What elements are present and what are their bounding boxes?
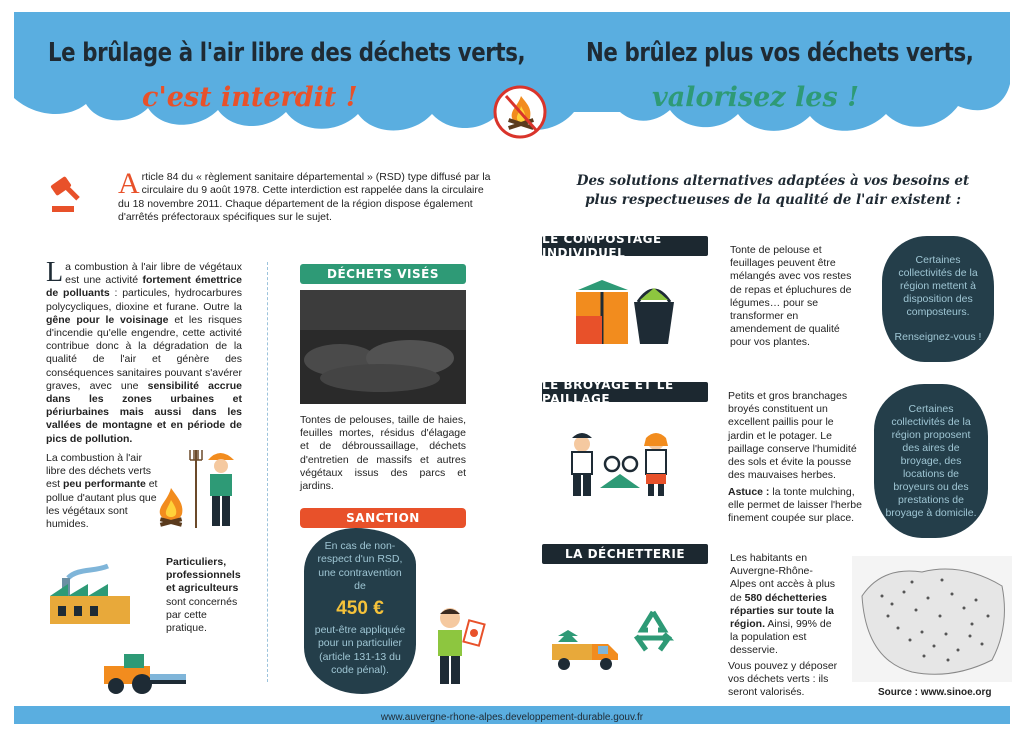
compost-blob-cta: Renseignez-vous ! — [894, 331, 982, 343]
sanction-amount: 450 € — [336, 598, 384, 619]
map-source: Source : www.sinoe.org — [878, 687, 992, 698]
gavel-icon — [46, 176, 88, 216]
sanction-line1: En cas de non-respect d'un RSD, une contravention de — [317, 540, 403, 593]
combustion-text: La combustion à l'air libre de végétaux est une activité fortement émettrice de polluants : particules, hydrocarbures polycycliques, dioxine et furane. Outre la gêne pour le voisinage et les risques d'incendie qu'elle engendre, cette activité contribue donc à la dégradation de la qualité de l'air et génère des conséquences sanitaires pouvant s'avérer graves, avec une sensibilité accrue dans les zones urbaines et périurbaines mais aussi dans les vallées de montagne et en période de pics de pollution. — [46, 257, 242, 445]
intro-text: Article 84 du « règlement sanitaire départemental » (RSD) type diffusé par la circulaire du 9 août 1978. Cette interdiction est rappelée dans la circulaire du 18 novembre 2011. Chaque département de la région dispose également d'arrêtés préfectoraux spécifiques sur le sujet. — [118, 167, 491, 224]
decheterie-text-2: Vous pouvez y déposer vos déchets verts : ils seront valorisés. — [728, 660, 838, 699]
compost-text: Tonte de pelouse et feuillages peuvent être mélangés avec vos restes de repas et épluchures de légumes… pour se transformer en amendement de qualité pour vos plantes. — [730, 244, 852, 349]
map-image — [852, 556, 1012, 682]
gardeners-icon — [560, 428, 690, 498]
waste-text: Tontes de pelouses, taille de haies, feuilles mortes, résidus d'élagage et de débroussaillage, déchets d'entretien de massifs et autres végétaux issus des parcs et jardins. — [300, 414, 466, 493]
divider-line — [267, 262, 268, 682]
compost-blob — [882, 236, 994, 362]
combustion-dropcap: L — [46, 257, 64, 288]
truck-icon — [550, 630, 624, 672]
sanction-badge: SANCTION — [300, 508, 466, 528]
bucket-icon — [630, 282, 678, 346]
solutions-heading: Des solutions alternatives adaptées à vos besoins et plus respectueuses de la qualité de l'air existent : — [576, 173, 970, 208]
broyage-badge: LE BROYAGE ET LE PAILLAGE — [542, 382, 708, 402]
broyage-text: Petits et gros branchages broyés constituent un excellent paillis pour le jardin et le potager. Le paillage conserve l'humidité des sols et évite la pousse des mauvaises herbes. — [728, 390, 857, 482]
header-banner — [14, 12, 1010, 148]
decheterie-badge: LA DÉCHETTERIE — [542, 544, 708, 564]
compost-bin-icon — [572, 276, 632, 346]
decheterie-text: Les habitants en Auvergne-Rhône-Alpes ont accès à plus de 580 déchetteries réparties sur toute la région. Ainsi, 99% de la population est desservie. — [730, 552, 836, 657]
broyage-blob: Certaines collectivités de la région proposent des aires de broyage, des locations de broyeurs ou des prestations de broyage à domicile. — [874, 384, 988, 538]
sanction-line2: peut-être appliquée pour un particulier (article 131-13 du code pénal). — [314, 624, 406, 677]
broyage-tip: Astuce : la tonte mulching, elle permet de laisser l'herbe finement coupée sur place. — [728, 486, 862, 525]
performance-text: La combustion à l'air libre des déchets verts est peu performante et pollue d'autant plus que les végétaux sont humides. — [46, 452, 158, 531]
farmer-icon — [188, 448, 238, 532]
fire-icon — [156, 486, 186, 528]
waste-badge: DÉCHETS VISÉS — [300, 264, 466, 284]
citizen-icon — [428, 604, 488, 688]
factory-icon — [48, 562, 132, 626]
tractor-icon — [100, 648, 192, 694]
no-burning-icon — [502, 92, 540, 134]
compost-badge: LE COMPOSTAGE INDIVIDUEL — [542, 236, 708, 256]
intro-dropcap: A — [118, 167, 140, 200]
left-subtitle: c'est interdit ! — [142, 82, 358, 113]
recycle-icon — [628, 608, 678, 654]
footer-url[interactable]: www.auvergne-rhone-alpes.developpement-durable.gouv.fr — [380, 712, 644, 723]
left-title: Le brûlage à l'air libre des déchets verts, — [48, 38, 526, 68]
right-title: Ne brûlez plus vos déchets verts, — [586, 38, 974, 68]
waste-photo — [300, 290, 466, 404]
right-subtitle: valorisez les ! — [652, 82, 859, 113]
compost-blob-text: Certaines collectivités de la région mettent à disposition des composteurs. — [898, 254, 978, 318]
concerned-text: Particuliers, professionnels et agriculteurs sont concernés par cette pratique. — [166, 556, 241, 635]
